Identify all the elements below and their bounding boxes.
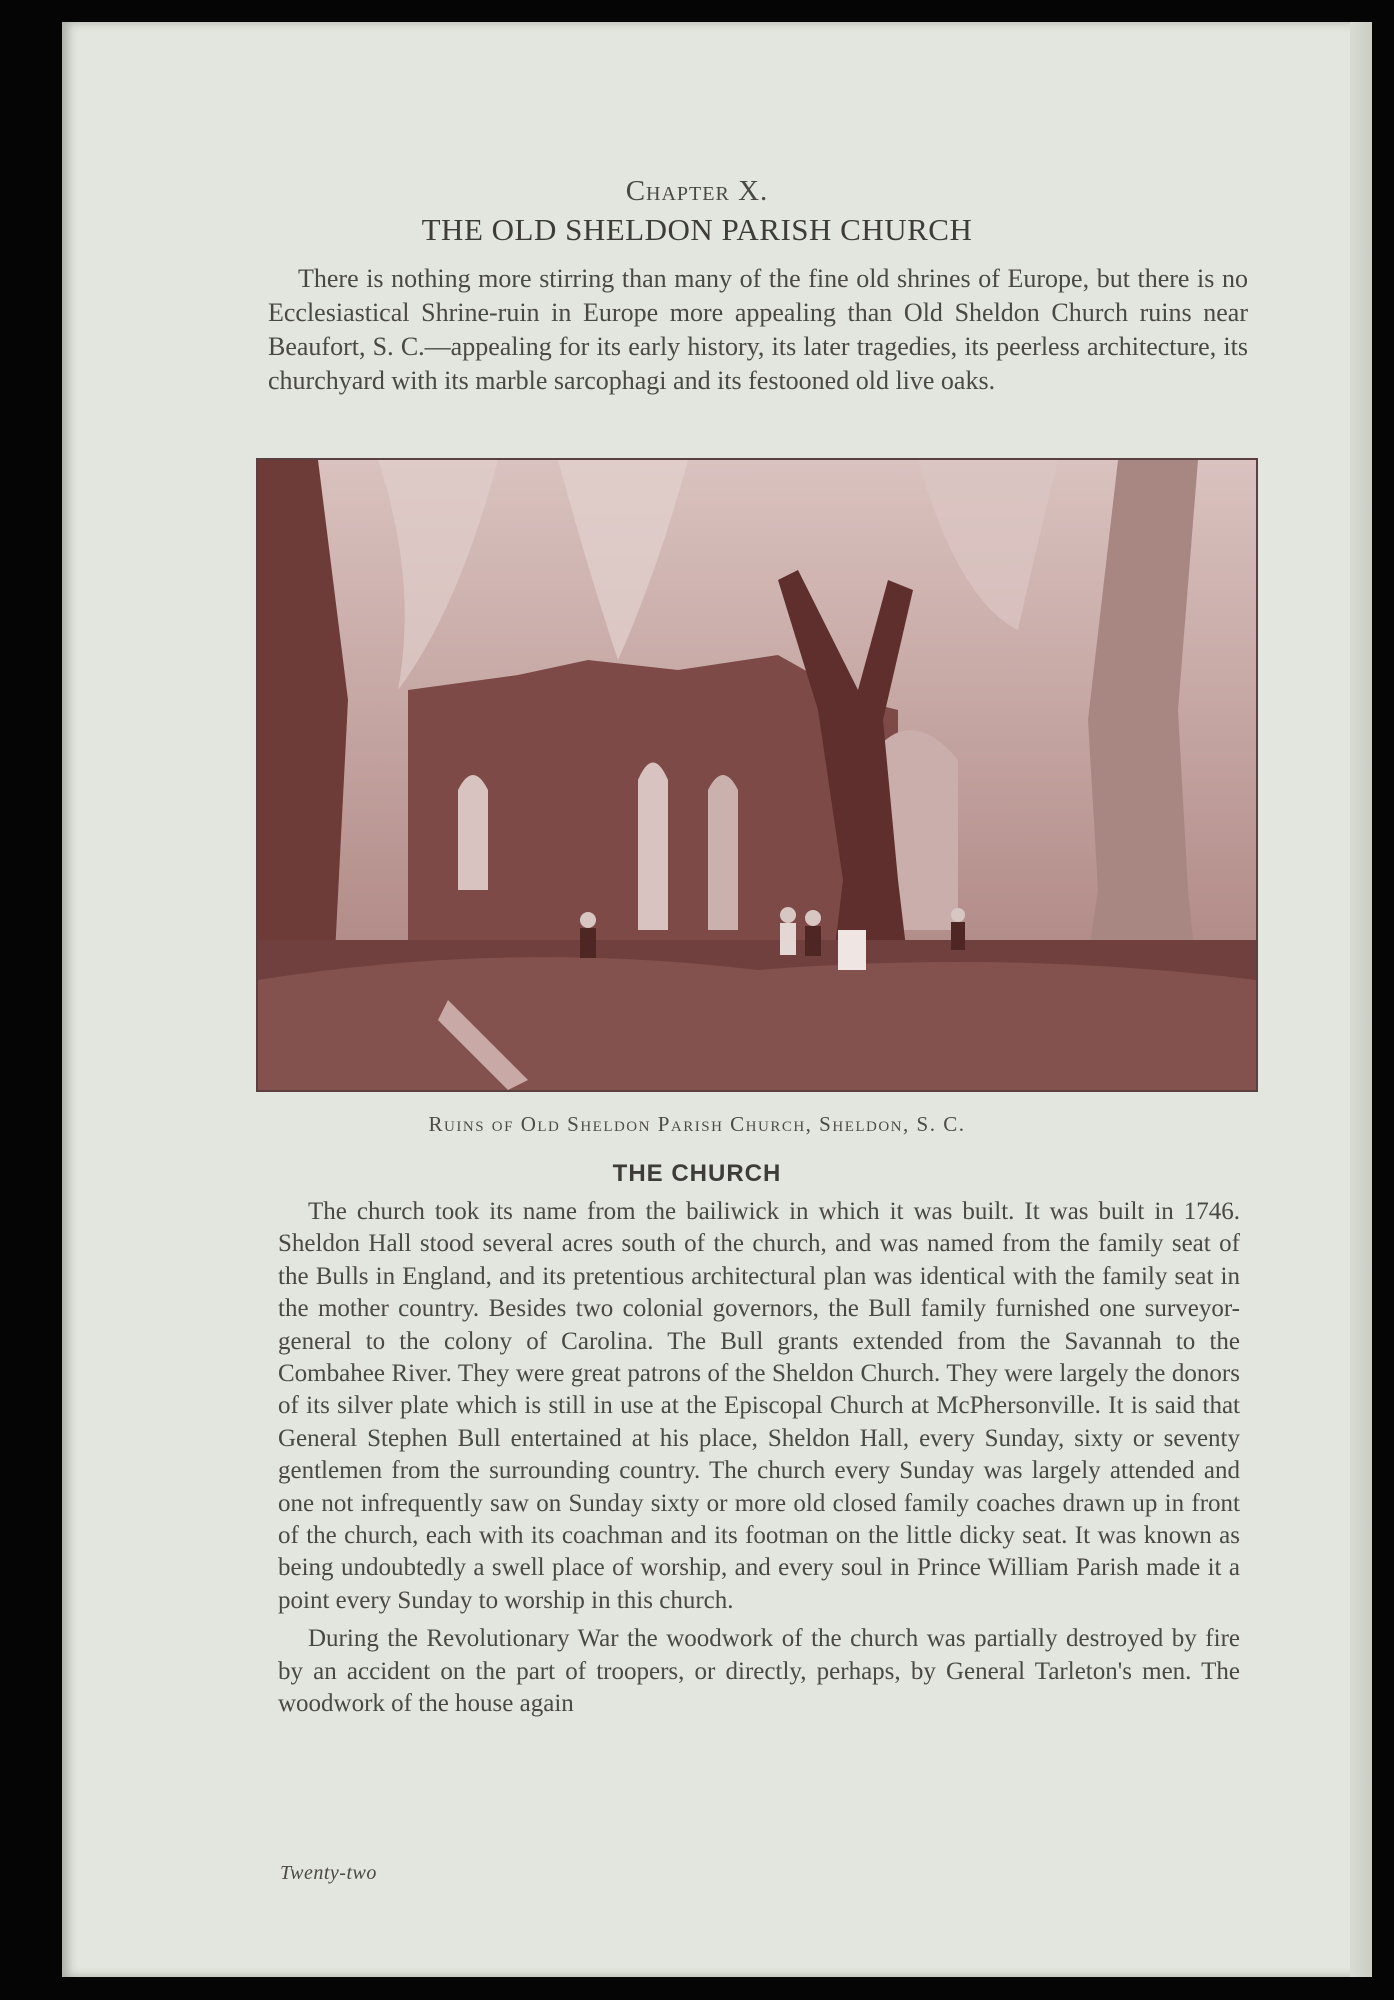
intro-paragraph: There is nothing more stirring than many of the fine old shrines of Europe, but there is no Ecclesiastical Shrine-ruin in Europe more appealing than Old Sheldon Church ruins near Beaufort, S. C.—appealing for its early history, its later tragedies, its peerless architecture, its churchyard with its marble sarcophagi and its festooned old live oaks. (268, 264, 1248, 395)
body-text (278, 1196, 1240, 1721)
photo-caption: Ruins of Old Sheldon Parish Church, Sheldon, S. C. (428, 1112, 966, 1136)
chapter-title: THE OLD SHELDON PARISH CHURCH (421, 212, 973, 247)
section-heading: THE CHURCH (612, 1160, 782, 1187)
photo-illustration (258, 460, 1256, 1090)
page-edge (1350, 22, 1372, 1977)
church-ruins-photo (256, 458, 1258, 1092)
body-paragraph-1: The church took its name from the bailiwick in which it was built. It was built in 1746. Sheldon Hall stood several acres south of the church, and was named from the family seat of the Bulls in England, and its pretentious architectural plan was identical with the family seat in the mother country. Besides two colonial governors, the Bull family furnished one surveyor-general to the colony of Carolina. The Bull grants extended from the Savannah to the Combahee River. They were great patrons of the Sheldon Church. They were largely the donors of its silver plate which is still in use at the Episcopal Church at McPhersonville. It is said that General Stephen Bull entertained at his place, Sheldon Hall, every Sunday, sixty or seventy gentlemen from the surrounding country. The church every Sunday was largely attended and one not infrequently saw on Sunday sixty or more old closed family coaches drawn up in front of the church, each with its coachman and its footman on the little dicky seat. It was known as being undoubtedly a swell place of worship, and every soul in Prince William Parish made it a point every Sunday to worship in this church. (278, 1198, 1240, 1614)
page-number: Twenty-two (280, 1862, 377, 1884)
body-paragraph-2: During the Revolutionary War the woodwork of the church was partially destroyed by fire by an accident on the part of troopers, or directly, perhaps, by General Tarleton's men. The woodwork of the house again (278, 1625, 1240, 1718)
chapter-heading: Chapter X. (625, 175, 769, 207)
